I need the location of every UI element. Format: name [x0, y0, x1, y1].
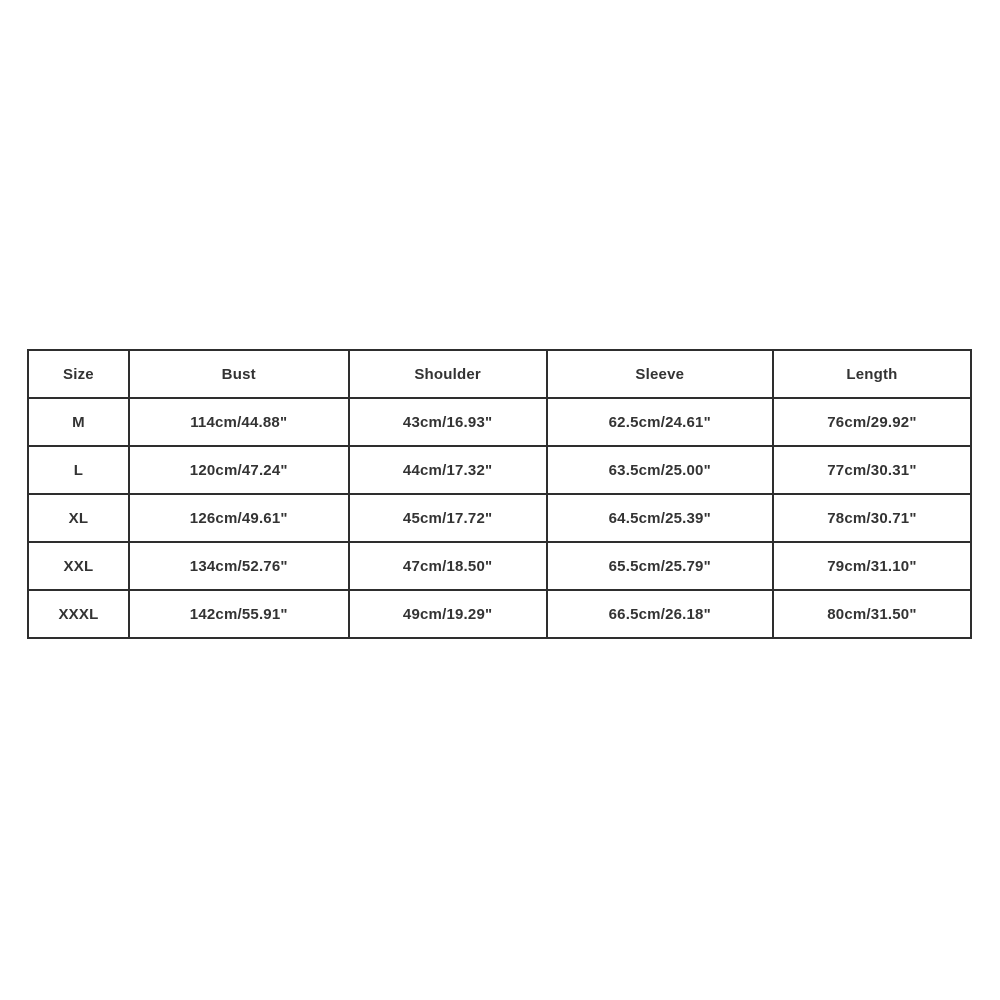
shoulder-value: 47cm/18.50" [349, 542, 547, 590]
size-chart-table [27, 349, 972, 639]
column-header-sleeve: Sleeve [547, 350, 773, 398]
bust-value: 120cm/47.24" [129, 446, 349, 494]
sleeve-value: 62.5cm/24.61" [547, 398, 773, 446]
table-row-m [28, 398, 971, 446]
shoulder-value: 43cm/16.93" [349, 398, 547, 446]
table-row-l [28, 446, 971, 494]
length-value: 76cm/29.92" [773, 398, 971, 446]
bust-value: 142cm/55.91" [129, 590, 349, 638]
length-value: 78cm/30.71" [773, 494, 971, 542]
sleeve-value: 64.5cm/25.39" [547, 494, 773, 542]
table-row-xxxl [28, 590, 971, 638]
length-value: 79cm/31.10" [773, 542, 971, 590]
bust-value: 126cm/49.61" [129, 494, 349, 542]
column-header-length: Length [773, 350, 971, 398]
bust-value: 114cm/44.88" [129, 398, 349, 446]
sleeve-value: 63.5cm/25.00" [547, 446, 773, 494]
size-label: XXXL [28, 590, 129, 638]
column-header-shoulder: Shoulder [349, 350, 547, 398]
shoulder-value: 45cm/17.72" [349, 494, 547, 542]
table-row-xl [28, 494, 971, 542]
header-row [28, 350, 971, 398]
sleeve-value: 65.5cm/25.79" [547, 542, 773, 590]
size-label: L [28, 446, 129, 494]
shoulder-value: 44cm/17.32" [349, 446, 547, 494]
column-header-bust: Bust [129, 350, 349, 398]
size-label: XXL [28, 542, 129, 590]
table-row-xxl [28, 542, 971, 590]
length-value: 77cm/30.31" [773, 446, 971, 494]
sleeve-value: 66.5cm/26.18" [547, 590, 773, 638]
length-value: 80cm/31.50" [773, 590, 971, 638]
size-label: M [28, 398, 129, 446]
bust-value: 134cm/52.76" [129, 542, 349, 590]
column-header-size: Size [28, 350, 129, 398]
size-label: XL [28, 494, 129, 542]
shoulder-value: 49cm/19.29" [349, 590, 547, 638]
